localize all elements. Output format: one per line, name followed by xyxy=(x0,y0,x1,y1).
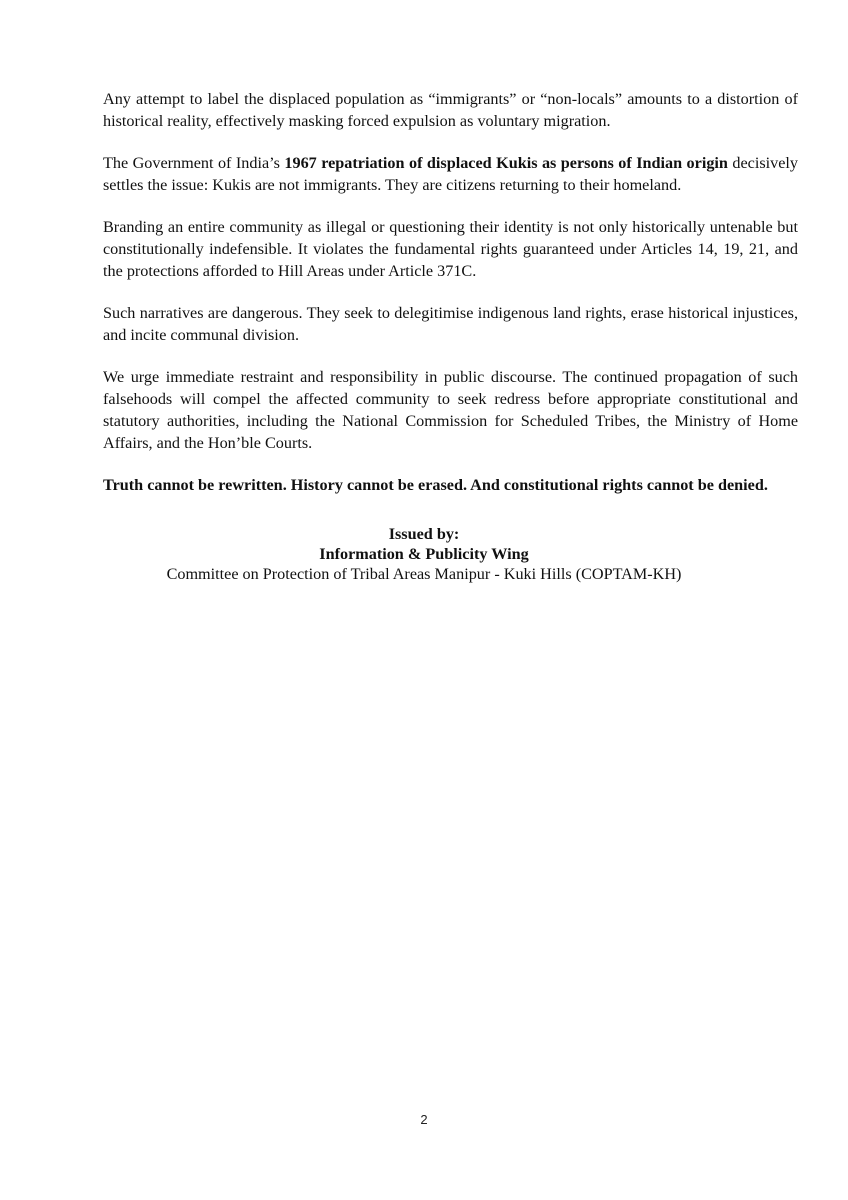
issuer-wing: Information & Publicity Wing xyxy=(319,545,529,563)
paragraph-constitutional-rights: Branding an entire community as illegal or questioning their identity is not only historically untenable but constitutionally indefensible. It violates the fundamental rights guaranteed under Articles 14, 19, 21, and the protections afforded to Hill Areas under Article 371C. xyxy=(103,218,798,280)
paragraph-repatriation-emphasis: 1967 repatriation of displaced Kukis as persons of Indian origin xyxy=(284,154,728,172)
paragraph-repatriation xyxy=(103,152,798,196)
page-number: 2 xyxy=(420,1112,428,1127)
issuer-block xyxy=(0,524,848,584)
paragraph-repatriation-intro: The Government of India’s xyxy=(103,154,285,172)
statement-body xyxy=(103,88,798,516)
paragraph-repatriation-conclusion: decisively settles the issue: Kukis are not immigrants. They are citizens returning to their homeland. xyxy=(103,154,798,194)
paragraph-urge-restraint: We urge immediate restraint and responsibility in public discourse. The continued propagation of such falsehoods will compel the affected community to seek redress before appropriate constitutional and statutory authorities, including the National Commission for Scheduled Tribes, the Ministry of Home Affairs, and the Hon’ble Courts. xyxy=(103,368,798,452)
issued-by-label: Issued by: xyxy=(388,525,460,543)
closing-statement: Truth cannot be rewritten. History cannot be erased. And constitutional rights cannot be denied. xyxy=(103,476,768,494)
issuer-organization: Committee on Protection of Tribal Areas Manipur - Kuki Hills (COPTAM-KH) xyxy=(166,565,682,583)
paragraph-immigrants-label: Any attempt to label the displaced population as “immigrants” or “non-locals” amounts to a distortion of historical reality, effectively masking forced expulsion as voluntary migration. xyxy=(103,90,798,130)
paragraph-dangerous-narratives: Such narratives are dangerous. They seek to delegitimise indigenous land rights, erase historical injustices, and incite communal division. xyxy=(103,304,798,344)
